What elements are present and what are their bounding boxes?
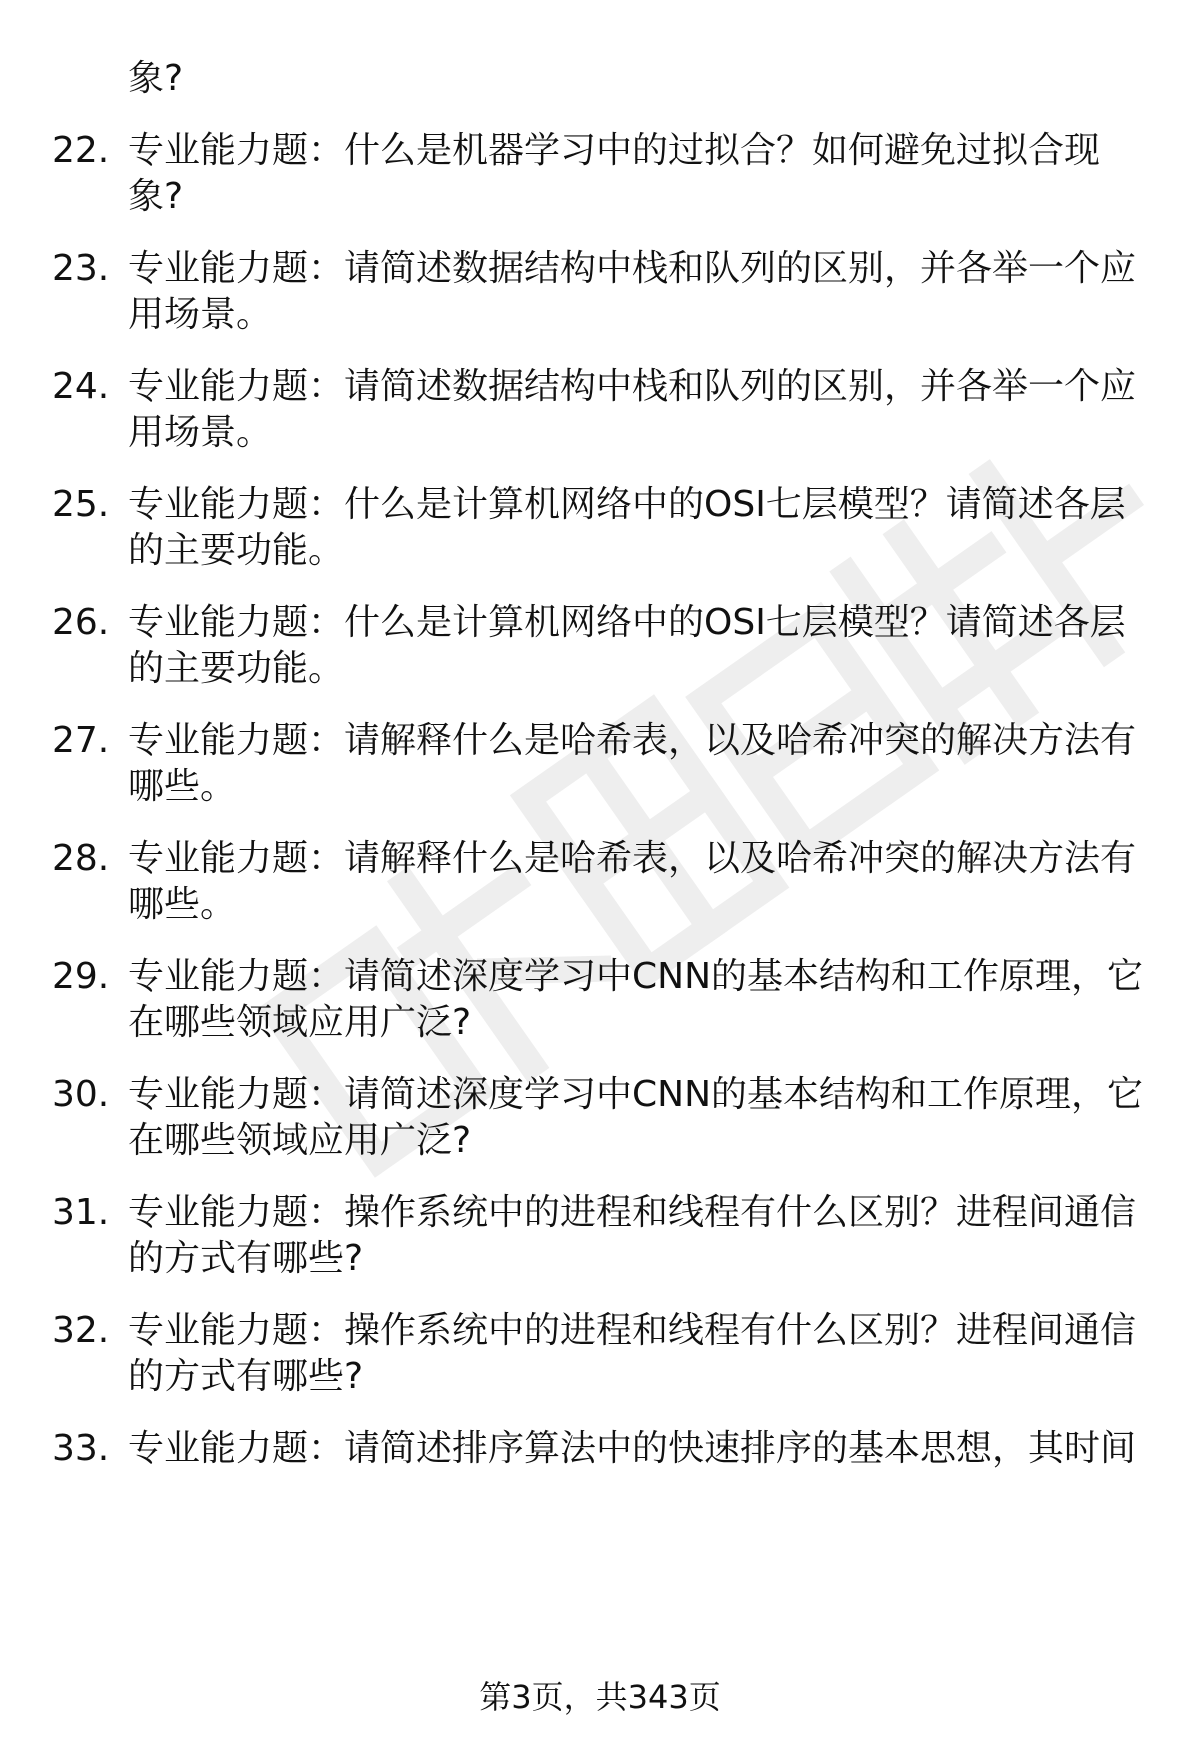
question-text-line: 专业能力题：操作系统中的进程和线程有什么区别？进程间通信 [128,1310,1137,1351]
question-text-line: 专业能力题：什么是计算机网络中的OSI七层模型？请简述各层 [128,602,1126,643]
question-text-line: 哪些。 [128,884,237,925]
question-number: 27. [52,720,110,761]
question-text [128,364,1168,456]
question-number: 24. [52,366,110,407]
question-text-line: 的主要功能。 [128,648,345,689]
question-text-line: 的方式有哪些? [128,1356,364,1397]
question-text-line: 专业能力题：请简述数据结构中栈和队列的区别，并各举一个应 [128,248,1137,289]
question-text-line: 在哪些领域应用广泛? [128,1120,472,1161]
question-text [128,128,1168,220]
question-text-line: 专业能力题：请解释什么是哈希表，以及哈希冲突的解决方法有 [128,838,1137,879]
question-number: 28. [52,838,110,879]
question-text-line: 哪些。 [128,766,237,807]
question-text [128,482,1168,574]
question-text [128,1190,1168,1282]
question-text [128,1072,1168,1164]
page-footer: 第3页，共343页 [479,1678,721,1716]
question-text [128,954,1168,1046]
question-number: 23. [52,248,110,289]
question-text-line: 专业能力题：请简述数据结构中栈和队列的区别，并各举一个应 [128,366,1137,407]
question-text [128,1308,1168,1400]
question-text [128,718,1168,810]
question-text-line: 专业能力题：什么是机器学习中的过拟合？如何避免过拟合现 [128,130,1101,171]
question-text-line: 象? [128,176,184,217]
question-number: 25. [52,484,110,525]
question-text-line: 专业能力题：请简述深度学习中CNN的基本结构和工作原理，它 [128,956,1143,997]
question-text [128,600,1168,692]
question-text-line: 的主要功能。 [128,530,345,571]
question-text [128,836,1168,928]
question-text-line: 专业能力题：操作系统中的进程和线程有什么区别？进程间通信 [128,1192,1137,1233]
question-number: 31. [52,1192,110,1233]
question-number: 32. [52,1310,110,1351]
question-text [128,246,1168,338]
question-number: 29. [52,956,110,997]
question-number: 26. [52,602,110,643]
question-continuation [128,56,1200,102]
question-text [128,1426,1168,1472]
question-text-line: 专业能力题：请简述排序算法中的快速排序的基本思想，其时间 [128,1428,1137,1469]
question-number: 30. [52,1074,110,1115]
question-number: 33. [52,1428,110,1469]
question-text-line: 用场景。 [128,412,273,453]
question-text-line: 的方式有哪些? [128,1238,364,1279]
question-text-line: 用场景。 [128,294,273,335]
question-text-line: 在哪些领域应用广泛? [128,1002,472,1043]
question-text-line: 专业能力题：什么是计算机网络中的OSI七层模型？请简述各层 [128,484,1126,525]
question-text-line: 象? [128,58,184,99]
question-number: 22. [52,130,110,171]
question-text-line: 专业能力题：请解释什么是哈希表，以及哈希冲突的解决方法有 [128,720,1137,761]
question-text-line: 专业能力题：请简述深度学习中CNN的基本结构和工作原理，它 [128,1074,1143,1115]
